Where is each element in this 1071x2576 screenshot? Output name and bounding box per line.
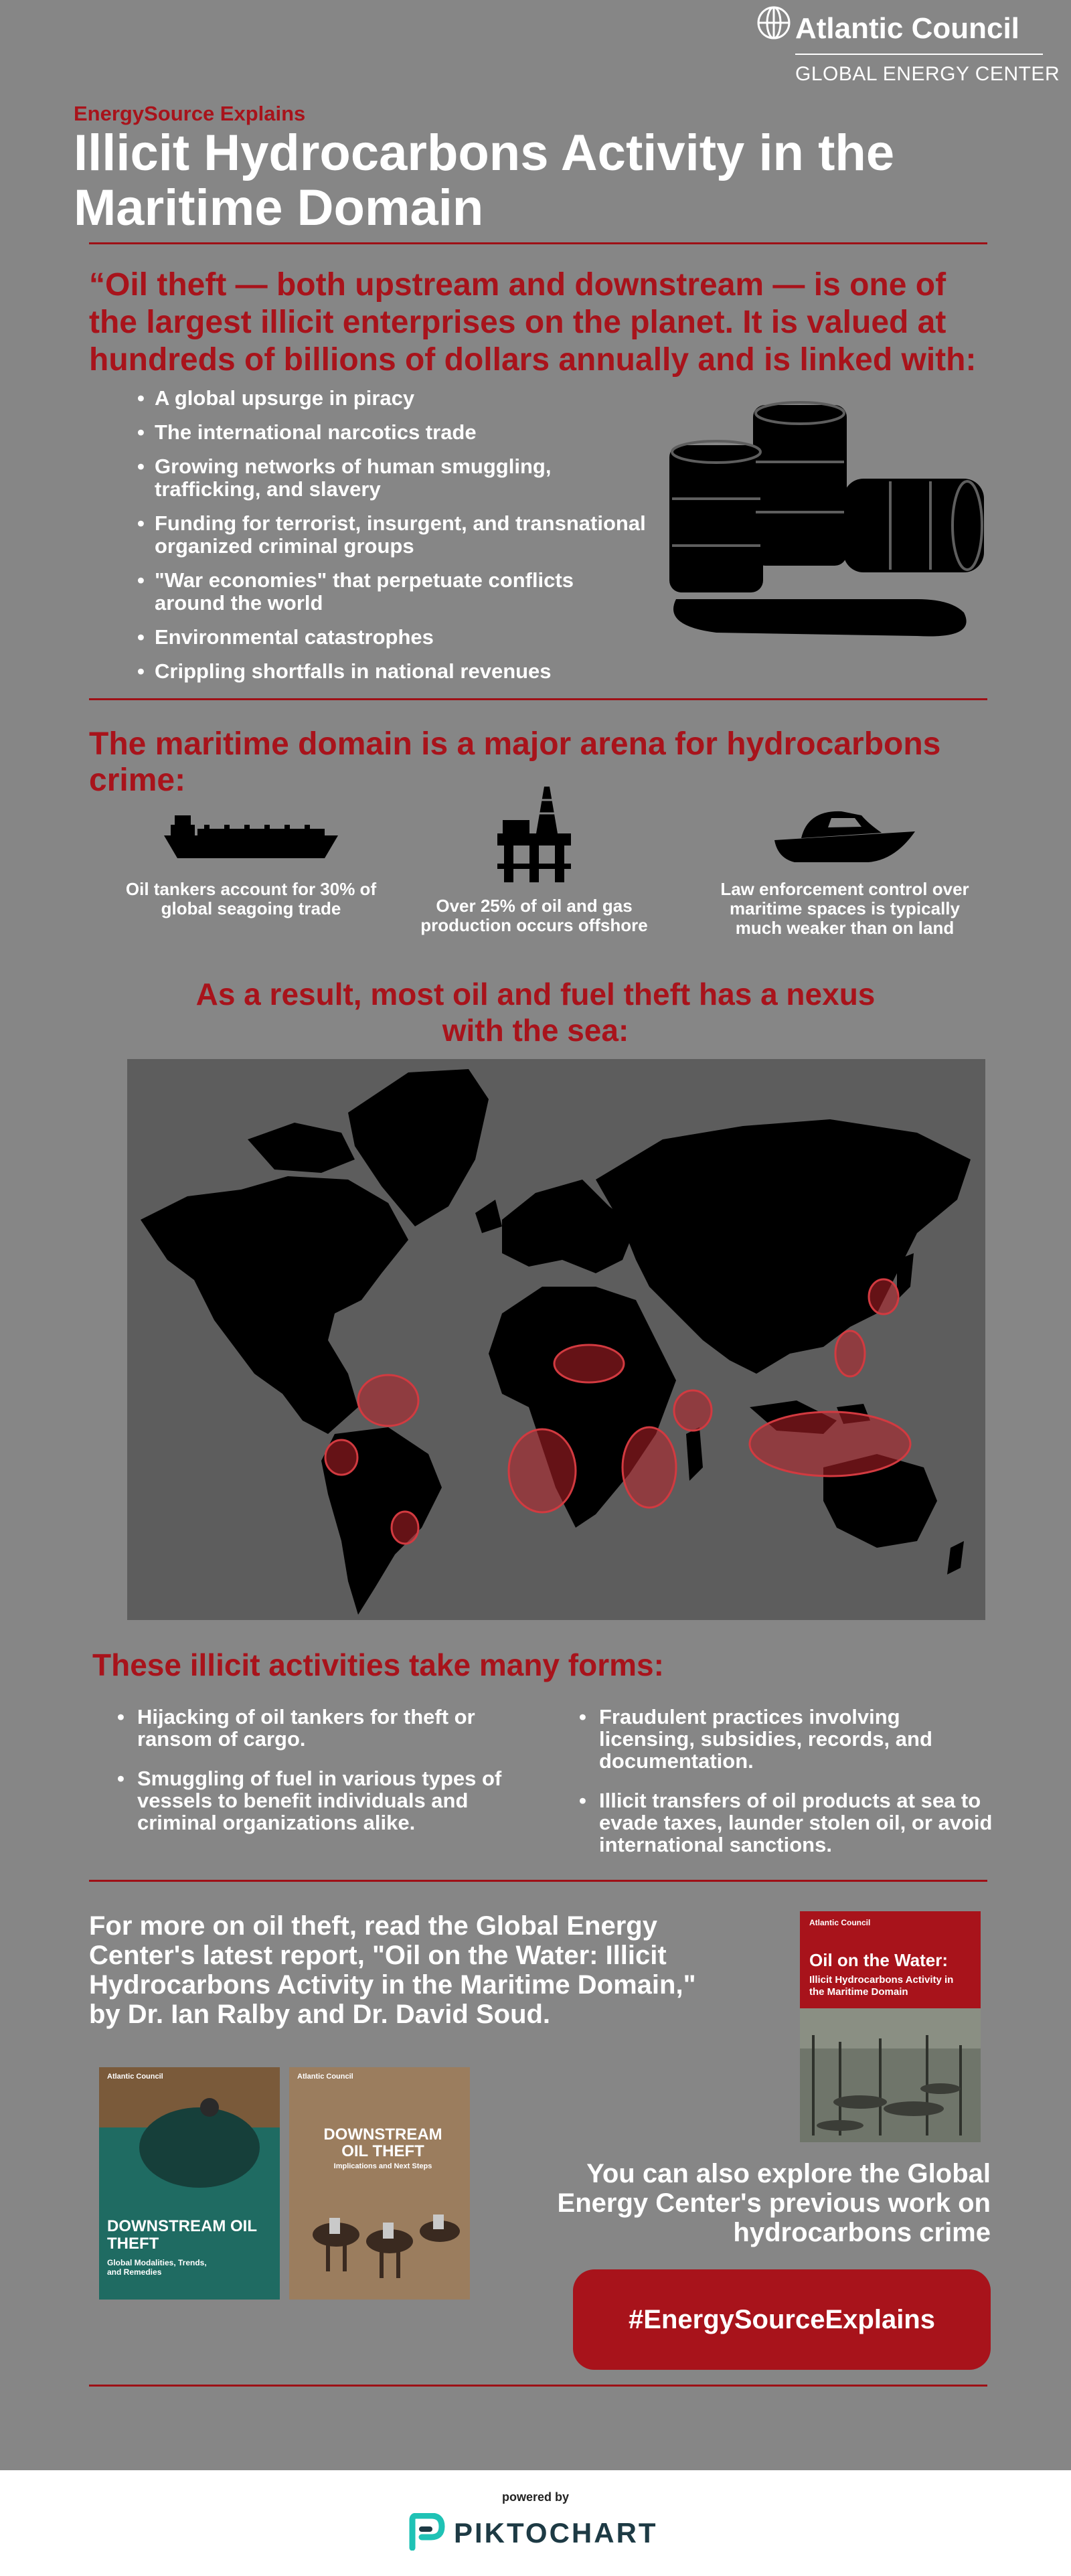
fact-tankers [110, 783, 392, 918]
fact-enforcement [704, 783, 985, 938]
hotspot-gulf-of-guinea [509, 1429, 576, 1512]
report-cover-downstream-oil-theft-2[interactable] [289, 2067, 470, 2300]
fact-text: Oil tankers account for 30% of global seagoing trade [125, 879, 377, 918]
list-item: • Illicit transfers of oil products at sea to evade taxes, launder stolen oil, or avoid international sanctions. [579, 1789, 1001, 1856]
cover-title: Oil on the Water: [809, 1950, 949, 1970]
list-item: • Hijacking of oil tankers for theft or ransom of cargo. [117, 1706, 519, 1750]
atlantic-council-logo[interactable] [756, 5, 1060, 86]
speedboat-icon [768, 783, 922, 870]
hashtag-button[interactable]: #EnergySourceExplains [573, 2269, 991, 2370]
org-name: Atlantic Council [795, 12, 1019, 45]
hotspot-southeast-asia [750, 1412, 910, 1476]
fact-offshore [394, 783, 675, 935]
report-cover-oil-on-the-water[interactable] [800, 1911, 981, 2142]
piktochart-icon [408, 2513, 446, 2551]
hotspot-mediterranean [554, 1345, 624, 1382]
hotspot-colombia [325, 1440, 357, 1475]
list-item: • "War economies" that perpetuate conflicts around the world [137, 569, 646, 615]
divider [89, 242, 987, 244]
offshore-rig-icon [491, 783, 578, 887]
list-item: • Environmental catastrophes [137, 626, 646, 649]
explore-text: You can also explore the Global Energy Center's previous work on hydrocarbons crime [557, 2159, 991, 2247]
list-item: • Crippling shortfalls in national revenues [137, 660, 646, 683]
list-item: • Funding for terrorist, insurgent, and transnational organized criminal groups [137, 512, 646, 558]
kicker: EnergySource Explains [74, 102, 306, 125]
linked-issues-list [137, 387, 646, 694]
piktochart-logo[interactable] [408, 2512, 663, 2552]
forms-list-left [117, 1706, 519, 1851]
world-map-graphic [127, 1059, 985, 1620]
intro-quote: “Oil theft — both upstream and downstream — is one of the largest illicit enterprises on the planet. It is valued at hundreds of billions of dollars annually and is linked with: [89, 267, 977, 378]
hotspot-east-africa [623, 1427, 676, 1508]
result-heading: As a result, most oil and fuel theft has a nexus with the sea: [195, 977, 876, 1048]
list-item: • Fraudulent practices involving licensing, subsidies, records, and documentation. [579, 1706, 1001, 1772]
globe-icon [756, 5, 791, 40]
cover-subtitle: Implications and Next Steps [333, 2162, 432, 2170]
divider [89, 2385, 987, 2387]
fact-text: Law enforcement control over maritime spaces is typically much weaker than on land [720, 879, 969, 938]
powered-by-label: powered by [501, 2490, 570, 2504]
divider [89, 1880, 987, 1882]
list-item: • The international narcotics trade [137, 421, 646, 444]
cover-org: Atlantic Council [297, 2073, 353, 2081]
hotspot-east-china-sea [835, 1331, 865, 1376]
oil-barrels-icon [663, 398, 997, 639]
more-reading-text: For more on oil theft, read the Global Energy Center's latest report, "Oil on the Water: Illicit Hydrocarbons Activity in the Maritime Domain," by Dr. Ian Ralby and Dr. David Soud. [89, 1911, 696, 2029]
cover-org: Atlantic Council [809, 1918, 871, 1927]
cover-title: DOWNSTREAM OIL THEFT [107, 2217, 257, 2253]
maritime-heading: The maritime domain is a major arena for hydrocarbons crime: [89, 726, 941, 798]
logo-divider [795, 54, 1043, 55]
report-cover-downstream-oil-theft-1[interactable] [99, 2067, 280, 2300]
cover-org: Atlantic Council [107, 2073, 163, 2081]
org-subtitle: GLOBAL ENERGY CENTER [795, 63, 1060, 85]
forms-heading: These illicit activities take many forms: [92, 1647, 664, 1682]
piktochart-brand: PIKTOCHART [454, 2517, 658, 2549]
donkey-caravan-photo [289, 2067, 470, 2300]
cover-subtitle: Global Modalities, Trends, and Remedies [107, 2258, 207, 2277]
oil-tanker-icon [157, 783, 345, 870]
hotspot-japan [869, 1279, 898, 1314]
list-item: • Growing networks of human smuggling, trafficking, and slavery [137, 455, 646, 501]
hotspot-brazil [392, 1512, 418, 1544]
cover-subtitle: Illicit Hydrocarbons Activity in the Maritime Domain [809, 1974, 954, 1998]
river-boats-photo [800, 2008, 981, 2142]
divider [89, 698, 987, 700]
forms-list-right [579, 1706, 1001, 1873]
hotspot-gulf-of-mexico [358, 1375, 418, 1426]
fact-text: Over 25% of oil and gas production occurs offshore [420, 896, 648, 935]
page-title: Illicit Hydrocarbons Activity in the Maritime Domain [74, 125, 895, 236]
world-map [127, 1059, 985, 1620]
list-item: • A global upsurge in piracy [137, 387, 646, 410]
footer [0, 2470, 1071, 2576]
list-item: • Smuggling of fuel in various types of vessels to benefit individuals and criminal organizations alike. [117, 1767, 519, 1834]
cover-title: DOWNSTREAM OIL THEFT [323, 2125, 442, 2160]
hotspot-gulf-of-aden [674, 1390, 712, 1431]
